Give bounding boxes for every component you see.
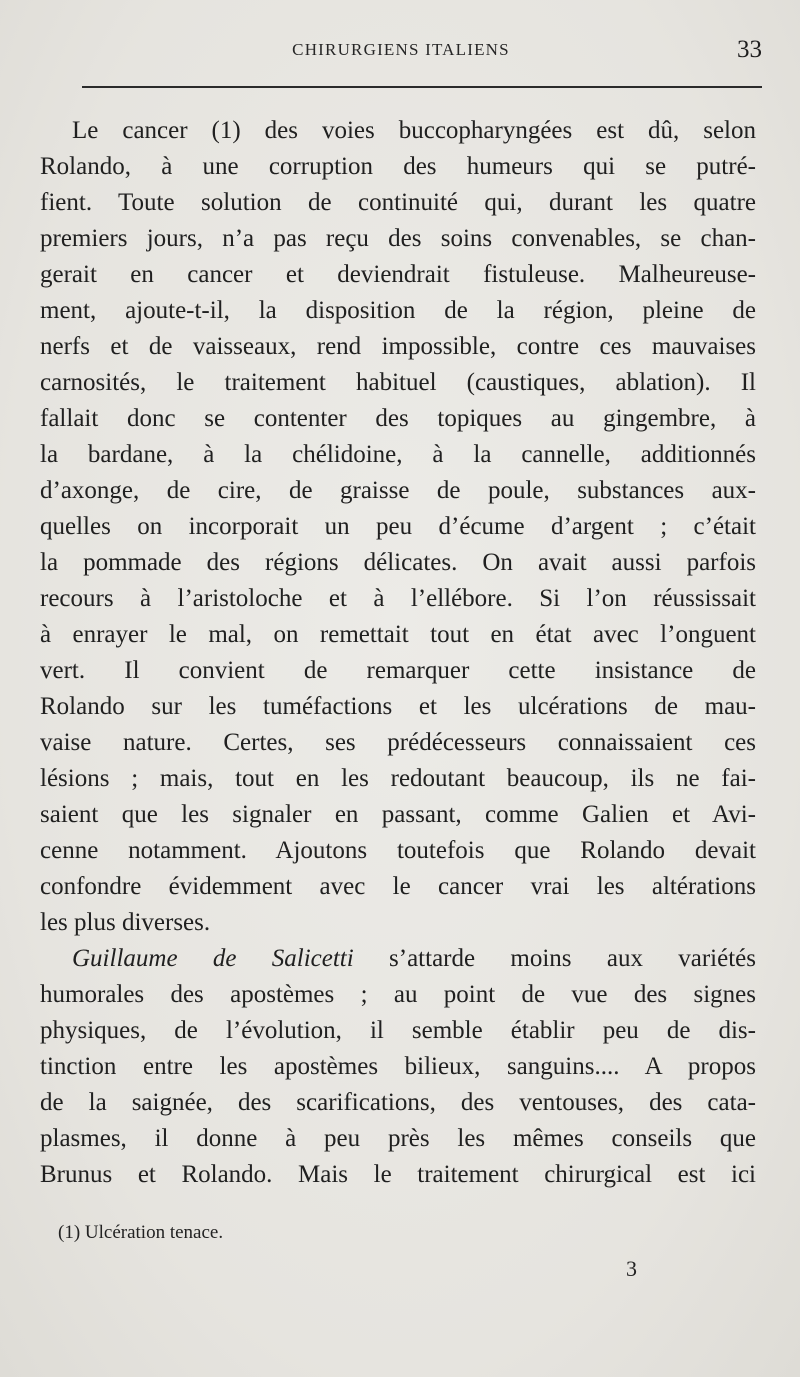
text-line: quelles on incorporait un peu d’écume d’argent ; c’était	[40, 513, 756, 540]
text-line: vert. Il convient de remarquer cette insistance de	[40, 657, 756, 684]
text-line: humorales des apostèmes ; au point de vue des signes	[40, 981, 756, 1008]
text-line: premiers jours, n’a pas reçu des soins convenables, se chan-	[40, 225, 756, 252]
text-line: fient. Toute solution de continuité qui, durant les quatre	[40, 189, 756, 216]
running-title: CHIRURGIENS ITALIENS	[292, 40, 510, 59]
text-line: confondre évidemment avec le cancer vrai les altérations	[40, 873, 756, 900]
text-line: Le cancer (1) des voies buccopharyngées est dû, selon	[72, 117, 756, 144]
text-line: vaise nature. Certes, ses prédécesseurs connaissaient ces	[40, 729, 756, 756]
text-line: Rolando sur les tuméfactions et les ulcérations de mau-	[40, 693, 756, 720]
text-line: les plus diverses.	[40, 909, 211, 936]
body-text	[40, 113, 756, 1193]
text-line: lésions ; mais, tout en les redoutant beaucoup, ils ne fai-	[40, 765, 756, 792]
text-run: s’attarde moins aux variétés	[353, 945, 756, 972]
text-line: physiques, de l’évolution, il semble établir peu de dis-	[40, 1017, 756, 1044]
text-line: cenne notamment. Ajoutons toutefois que Rolando devait	[40, 837, 756, 864]
signature-mark: 3	[626, 1256, 637, 1281]
text-line: Rolando, à une corruption des humeurs qui se putré-	[40, 153, 756, 180]
page-number: 33	[737, 36, 762, 63]
text-line: nerfs et de vaisseaux, rend impossible, contre ces mauvaises	[40, 333, 756, 360]
author-name: Guillaume de Salicetti	[72, 945, 354, 972]
text-line: d’axonge, de cire, de graisse de poule, substances aux-	[40, 477, 756, 504]
text-line: gerait en cancer et deviendrait fistuleuse. Malheureuse-	[40, 261, 756, 288]
paragraph-2-first-line	[40, 941, 756, 977]
page-header	[38, 36, 764, 66]
text-line: saient que les signaler en passant, comme Galien et Avi-	[40, 801, 756, 828]
text-line: carnosités, le traitement habituel (caustiques, ablation). Il	[40, 369, 756, 396]
text-line: Brunus et Rolando. Mais le traitement chirurgical est ici	[40, 1161, 756, 1188]
text-line: la pommade des régions délicates. On avait aussi parfois	[40, 549, 756, 576]
text-line: fallait donc se contenter des topiques au gingembre, à	[40, 405, 756, 432]
text-line: la bardane, à la chélidoine, à la cannelle, additionnés	[40, 441, 756, 468]
text-line: à enrayer le mal, on remettait tout en état avec l’onguent	[40, 621, 756, 648]
header-rule	[82, 86, 762, 88]
text-line: recours à l’aristoloche et à l’ellébore. Si l’on réussissait	[40, 585, 756, 612]
footnote: (1) Ulcération tenace.	[58, 1222, 224, 1243]
text-line: plasmes, il donne à peu près les mêmes conseils que	[40, 1125, 756, 1152]
text-line: tinction entre les apostèmes bilieux, sanguins.... A propos	[40, 1053, 756, 1080]
text-line: ment, ajoute-t-il, la disposition de la région, pleine de	[40, 297, 756, 324]
text-line: de la saignée, des scarifications, des ventouses, des cata-	[40, 1089, 756, 1116]
